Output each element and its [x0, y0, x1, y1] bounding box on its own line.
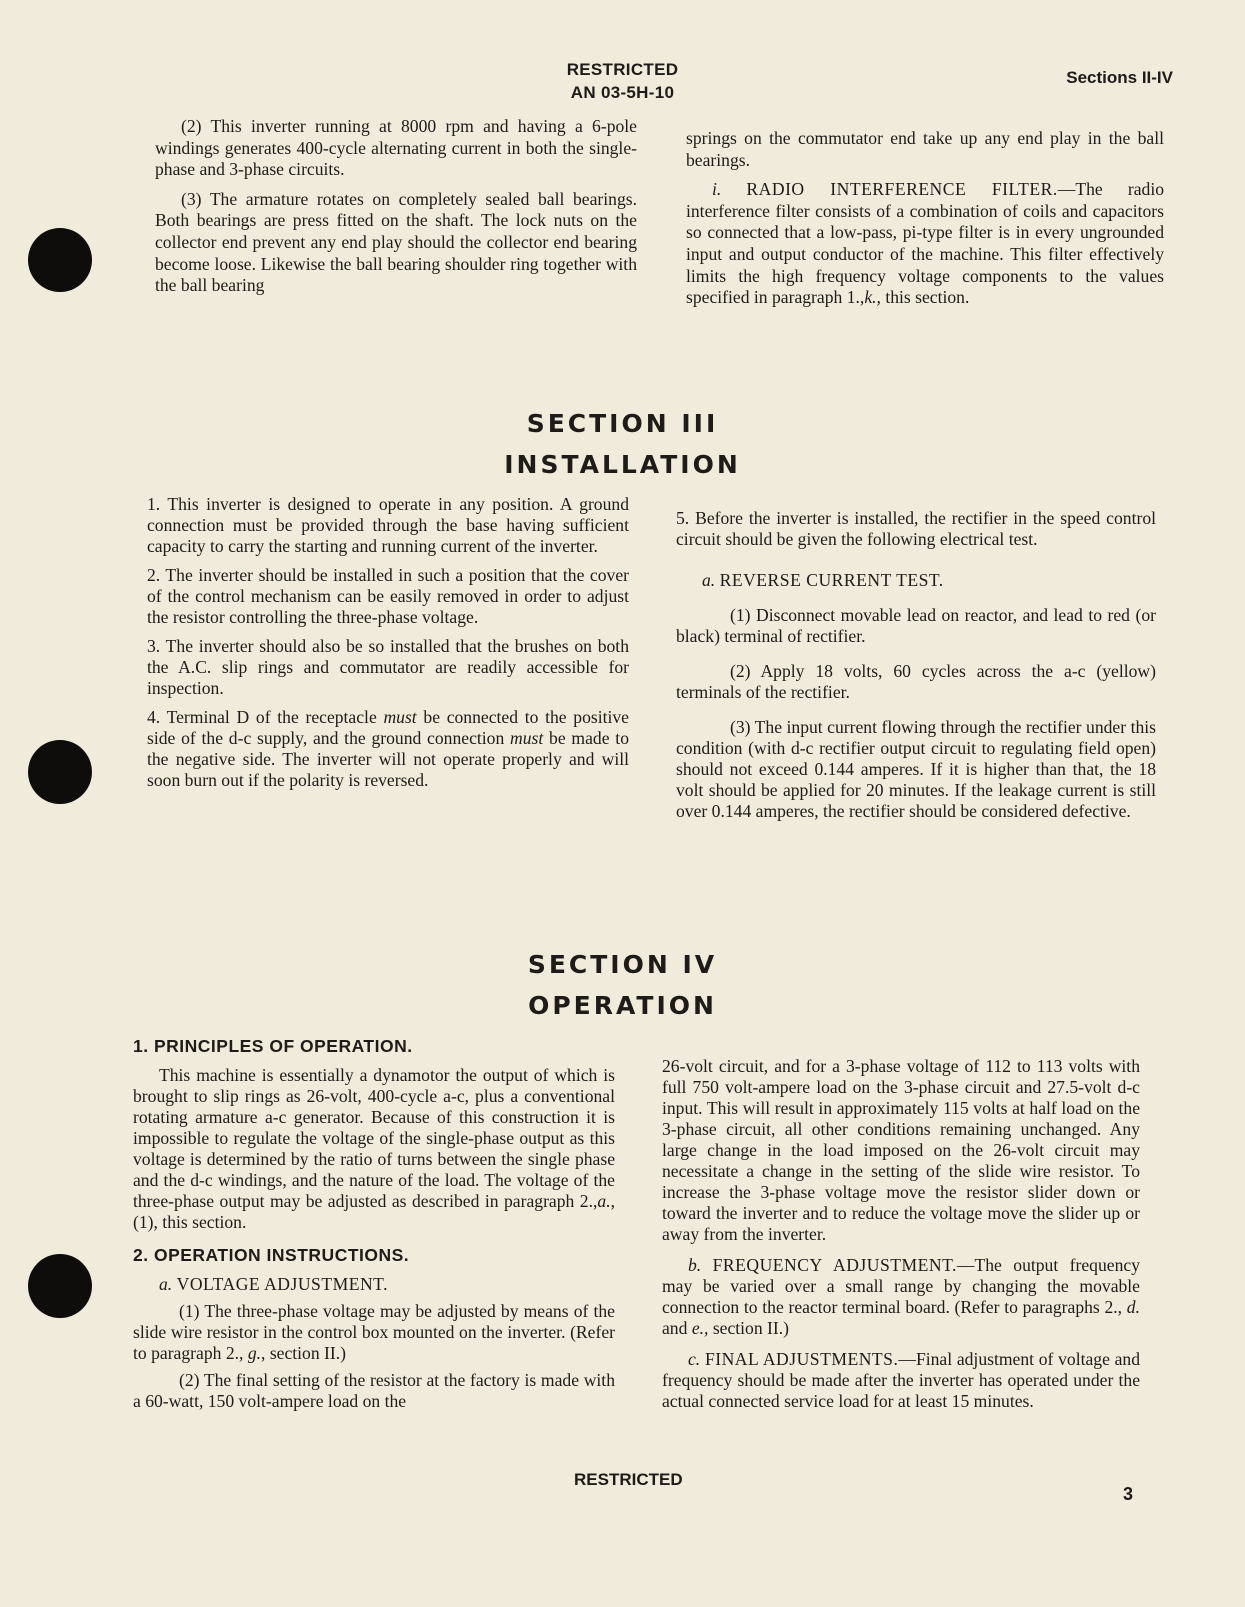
operation-right-column [662, 1056, 1140, 1420]
installation-item-4 [147, 707, 629, 791]
frequency-adjustment-tail: section II.) [708, 1318, 790, 1338]
paragraph-3: (3) The armature rotates on completely sealed ball bearings. Both bearings are press fitted on the shaft. The lock nuts on the collector end prevent any end play should the collector end bearing become loose. Likewise the ball bearing shoulder ring together with the ball bearing [155, 188, 637, 296]
page-header [0, 58, 1245, 104]
voltage-step-1-text: (1) The three-phase voltage may be adjusted by means of the slide wire resistor in the control box mounted on the inverter. (Refer to paragraph 2., [133, 1301, 615, 1363]
reverse-current-heading [676, 570, 1156, 591]
principles-paragraph [133, 1065, 615, 1233]
principles-text: This machine is essentially a dynamotor the output of which is brought to slip rings as 26-volt, 400-cycle a-c, plus a conventional rotating armature a-c generator. Because of this construction it is impossible to regulate the voltage of the single-phase output as this voltage is determined by the ratio of turns between the single phase and the d-c windings, and the nature of the load. The voltage of the three-phase output may be adjusted as described in paragraph 2., [133, 1065, 615, 1211]
reverse-current-title: REVERSE CURRENT TEST. [719, 570, 944, 590]
radio-filter-paragraph [686, 179, 1164, 309]
principles-tail: ,(1), this section. [133, 1191, 615, 1232]
final-adjustments-title: FINAL ADJUSTMENTS. [704, 1349, 899, 1369]
paragraph-ref: g. [247, 1343, 262, 1363]
paragraph-ref: e., [691, 1318, 709, 1338]
frequency-adjustment-title: FREQUENCY ADJUSTMENT. [712, 1255, 957, 1275]
item-label: a. [702, 570, 716, 590]
test-step-2: (2) Apply 18 volts, 60 cycles across the a-c (yellow) terminals of the rectifier. [676, 661, 1156, 702]
installation-right-column [676, 508, 1156, 830]
voltage-adjustment-title: VOLTAGE ADJUSTMENT. [176, 1274, 389, 1294]
installation-item-3: 3. The inverter should also be so installed that the brushes on both the A.C. slip rings and commutator are readily accessible for inspection. [147, 636, 629, 698]
sections-label: Sections II-IV [1066, 68, 1173, 87]
voltage-step-1-tail: , section II.) [261, 1343, 347, 1363]
document-number: AN 03-5H-10 [570, 83, 675, 102]
principles-heading: 1. PRINCIPLES OF OPERATION. [133, 1036, 413, 1056]
section-4-number: SECTION IV [527, 950, 718, 979]
voltage-step-2: (2) The final setting of the resistor at the factory is made with a 60-watt, 150 volt-ampere load on the [133, 1370, 615, 1411]
installation-left-column [147, 494, 629, 799]
item-label: a. [159, 1274, 173, 1294]
frequency-adjustment-paragraph [662, 1255, 1140, 1339]
item-label: b. [688, 1255, 702, 1275]
item-4-text: 4. Terminal D of the receptacle [147, 707, 384, 727]
installation-item-1: 1. This inverter is designed to operate in any position. A ground connection must be provided through the base having sufficient capacity to carry the starting and running current of the inverter. [147, 494, 629, 556]
installation-item-2: 2. The inverter should be installed in such a position that the cover of the control mechanism can be easily removed in order to adjust the resistor controlling the three-phase voltage. [147, 565, 629, 627]
radio-filter-tail: this section. [880, 287, 970, 308]
paragraph-ref: k., [864, 287, 881, 308]
voltage-step-1 [133, 1301, 615, 1364]
classification-footer: RESTRICTED [574, 1470, 683, 1489]
frequency-adjustment-text: —The output frequency may be varied over a small range by changing the movable connection to the reactor terminal board. (Refer to paragraphs 2., [662, 1255, 1140, 1317]
section-3-number: SECTION III [526, 409, 719, 438]
test-step-1: (1) Disconnect movable lead on reactor, and lead to red (or black) terminal of rectifier. [676, 605, 1156, 646]
test-step-3: (3) The input current flowing through the rectifier under this condition (with d-c rectifier output circuit to regulating field open) should not exceed 0.144 amperes. If it is higher than that, the 18 volt should be applied for 20 minutes. If the leakage current is still over 0.144 amperes, the rectifier should be considered defective. [676, 717, 1156, 821]
paragraph-2: (2) This inverter running at 8000 rpm and having a 6-pole windings generates 400-cycle alternating current in both the single-phase and 3-phase circuits. [155, 116, 637, 180]
binder-hole-top [28, 228, 92, 292]
operation-left-column [133, 1036, 615, 1420]
bearing-continuation: springs on the commutator end take up any end play in the ball bearings. [686, 128, 1164, 170]
binder-hole-middle [28, 740, 92, 804]
radio-filter-text: —The radio interference filter consists of a combination of coils and capacitors so connected that a low-pass, pi-type filter is in every ungrounded input and output conductor of the machine. This filter effectively limits the high frequency voltage components to the values specified in paragraph 1., [686, 179, 1164, 308]
binder-hole-bottom [28, 1254, 92, 1318]
classification-header: RESTRICTED [566, 60, 679, 79]
voltage-step-2-continued: 26-volt circuit, and for a 3-phase voltage of 112 to 113 volts with full 750 volt-ampere load on the 3-phase circuit and 27.5-volt d-c input. This will result in approximately 115 volts at half load on the 3-phase circuit, all other conditions remaining unchanged. Any large change in the load imposed on the 26-volt circuit may necessitate a change in the setting of the slide wire resistor. To increase the 3-phase voltage move the resistor slider down or toward the inverter and to reduce the voltage move the slider up or away from the inverter. [662, 1056, 1140, 1244]
radio-filter-title: RADIO INTERFERENCE FILTER. [746, 179, 1058, 200]
installation-item-5: 5. Before the inverter is installed, the rectifier in the speed control circuit should be given the following electrical test. [676, 508, 1156, 549]
emphasis-must: must [510, 728, 544, 748]
section-4-title: OPERATION [528, 991, 717, 1020]
item-4-text: be connected to the positive side of the d-c supply, and the ground connection [147, 707, 629, 748]
paragraph-ref: a. [597, 1191, 611, 1211]
voltage-adjustment-heading [133, 1274, 615, 1295]
final-adjustments-text: —Final adjustment of voltage and frequency should be made after the inverter has operated under the actual connected service load for at least 15 minutes. [662, 1349, 1141, 1411]
item-label: i. [712, 179, 722, 200]
page-number: 3 [1122, 1484, 1133, 1504]
conjunction: and [662, 1318, 692, 1338]
top-left-column [155, 116, 637, 305]
final-adjustments-paragraph [662, 1349, 1140, 1412]
item-label: c. [688, 1349, 701, 1369]
item-4-text: be made to the negative side. The inverter will not operate properly and will soon burn out if the polarity is reversed. [147, 728, 629, 790]
section-3-title: INSTALLATION [504, 450, 741, 479]
paragraph-ref: d. [1126, 1297, 1140, 1317]
instructions-heading: 2. OPERATION INSTRUCTIONS. [133, 1245, 410, 1265]
top-right-column [686, 128, 1164, 317]
emphasis-must: must [383, 707, 417, 727]
